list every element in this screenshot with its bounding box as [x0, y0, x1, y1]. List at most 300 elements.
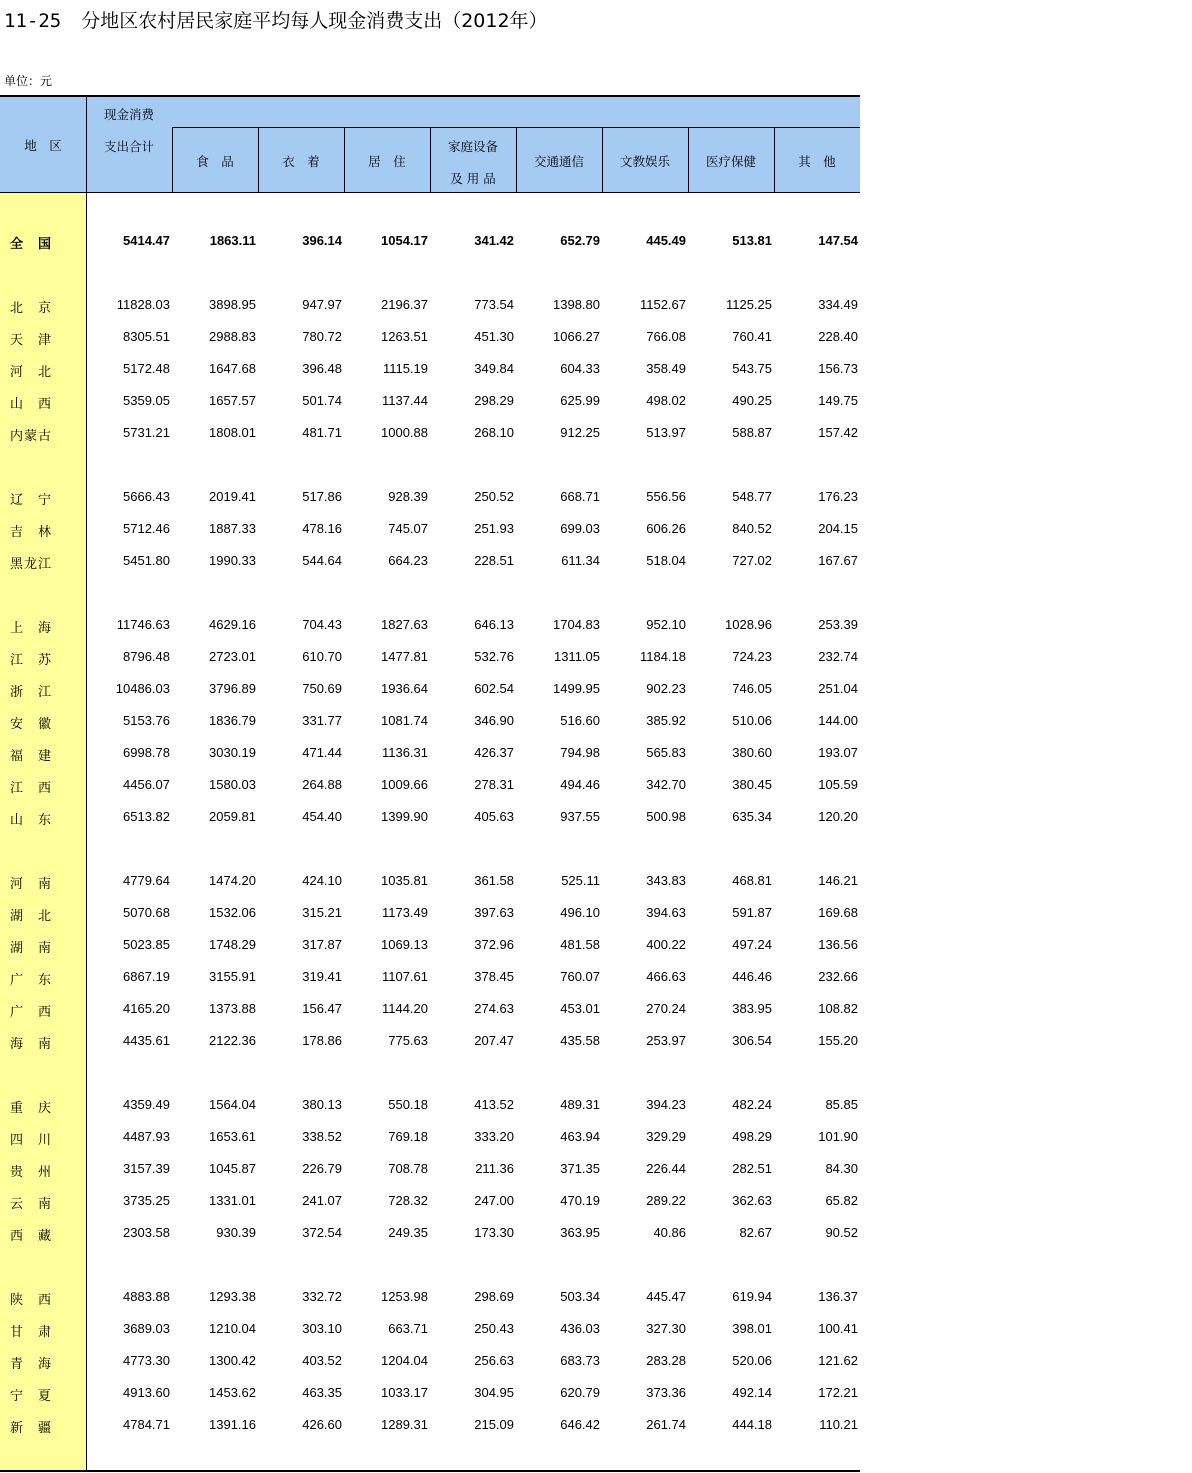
value-cell: 550.18 — [388, 1097, 428, 1112]
value-cell: 207.47 — [474, 1033, 514, 1048]
value-cell: 173.30 — [474, 1225, 514, 1240]
value-cell: 1081.74 — [381, 713, 428, 728]
value-cell: 1137.44 — [381, 393, 428, 408]
region-name: 河 北 — [10, 365, 53, 380]
table-row — [0, 294, 860, 316]
value-cell: 520.06 — [732, 1353, 772, 1368]
value-cell: 405.63 — [474, 809, 514, 824]
value-cell: 1144.20 — [381, 1001, 428, 1016]
value-cell: 396.48 — [302, 361, 342, 376]
value-cell: 4165.20 — [123, 1001, 170, 1016]
table-row — [0, 1158, 860, 1180]
value-cell: 5666.43 — [123, 489, 170, 504]
value-cell: 518.04 — [646, 553, 686, 568]
region-name: 重 庆 — [10, 1101, 53, 1116]
value-cell: 6998.78 — [123, 745, 170, 760]
value-cell: 912.25 — [560, 425, 600, 440]
value-cell: 1311.05 — [553, 649, 600, 664]
value-cell: 532.76 — [474, 649, 514, 664]
value-cell: 745.07 — [388, 521, 428, 536]
region-name: 北 京 — [10, 301, 53, 316]
value-cell: 1808.01 — [209, 425, 256, 440]
value-cell: 470.19 — [560, 1193, 600, 1208]
region-name: 湖 南 — [10, 941, 53, 956]
value-cell: 268.10 — [474, 425, 514, 440]
value-cell: 1000.88 — [381, 425, 428, 440]
value-cell: 101.90 — [818, 1129, 858, 1144]
value-cell: 1066.27 — [553, 329, 600, 344]
value-cell: 724.23 — [732, 649, 772, 664]
value-cell: 463.94 — [560, 1129, 600, 1144]
value-cell: 1399.90 — [381, 809, 428, 824]
table-row — [0, 230, 860, 252]
value-cell: 228.51 — [474, 553, 514, 568]
table-bottom-border — [0, 1470, 860, 1472]
value-cell: 6513.82 — [123, 809, 170, 824]
value-cell: 215.09 — [474, 1417, 514, 1432]
value-cell: 728.32 — [388, 1193, 428, 1208]
value-cell: 489.31 — [560, 1097, 600, 1112]
value-cell: 1210.04 — [209, 1321, 256, 1336]
value-cell: 315.21 — [302, 905, 342, 920]
value-cell: 400.22 — [646, 937, 686, 952]
value-cell: 319.41 — [302, 969, 342, 984]
value-cell: 492.14 — [732, 1385, 772, 1400]
region-name: 海 南 — [10, 1037, 53, 1052]
value-cell: 380.45 — [732, 777, 772, 792]
value-cell: 5414.47 — [123, 233, 170, 248]
value-cell: 256.63 — [474, 1353, 514, 1368]
value-cell: 5731.21 — [123, 425, 170, 440]
value-cell: 606.26 — [646, 521, 686, 536]
region-name: 广 东 — [10, 973, 53, 988]
value-cell: 435.58 — [560, 1033, 600, 1048]
region-name: 福 建 — [10, 749, 53, 764]
value-cell: 84.30 — [825, 1161, 858, 1176]
value-cell: 303.10 — [302, 1321, 342, 1336]
value-cell: 466.63 — [646, 969, 686, 984]
table-row — [0, 358, 860, 380]
value-cell: 100.41 — [818, 1321, 858, 1336]
value-cell: 513.97 — [646, 425, 686, 440]
value-cell: 3735.25 — [123, 1193, 170, 1208]
value-cell: 403.52 — [302, 1353, 342, 1368]
value-cell: 85.85 — [825, 1097, 858, 1112]
value-cell: 8305.51 — [123, 329, 170, 344]
header-region: 地 区 — [24, 138, 62, 153]
value-cell: 329.29 — [646, 1129, 686, 1144]
value-cell: 306.54 — [732, 1033, 772, 1048]
region-name: 山 东 — [10, 813, 53, 828]
value-cell: 503.34 — [560, 1289, 600, 1304]
value-cell: 625.99 — [560, 393, 600, 408]
table-row — [0, 1382, 860, 1404]
value-cell: 156.73 — [818, 361, 858, 376]
header-household-line1: 家庭设备 — [447, 139, 498, 154]
value-cell: 591.87 — [732, 905, 772, 920]
value-cell: 611.34 — [561, 553, 600, 568]
value-cell: 247.00 — [474, 1193, 514, 1208]
value-cell: 1936.64 — [381, 681, 428, 696]
value-cell: 468.81 — [732, 873, 772, 888]
value-cell: 144.00 — [818, 713, 858, 728]
region-name: 四 川 — [10, 1133, 53, 1148]
value-cell: 349.84 — [474, 361, 514, 376]
value-cell: 147.54 — [818, 233, 858, 248]
value-cell: 760.41 — [732, 329, 772, 344]
value-cell: 1564.04 — [209, 1097, 256, 1112]
value-cell: 602.54 — [474, 681, 514, 696]
value-cell: 342.70 — [646, 777, 686, 792]
region-name: 河 南 — [10, 877, 53, 892]
value-cell: 90.52 — [825, 1225, 858, 1240]
value-cell: 40.86 — [653, 1225, 686, 1240]
value-cell: 108.82 — [818, 1001, 858, 1016]
value-cell: 708.78 — [388, 1161, 428, 1176]
value-cell: 498.29 — [732, 1129, 772, 1144]
value-cell: 5172.48 — [123, 361, 170, 376]
table-row — [0, 1318, 860, 1340]
value-cell: 372.54 — [302, 1225, 342, 1240]
value-cell: 513.81 — [732, 233, 772, 248]
value-cell: 172.21 — [818, 1385, 858, 1400]
value-cell: 481.71 — [302, 425, 342, 440]
value-cell: 1173.49 — [381, 905, 428, 920]
value-cell: 228.40 — [818, 329, 858, 344]
header-other: 其 他 — [798, 154, 836, 169]
value-cell: 780.72 — [302, 329, 342, 344]
value-cell: 2059.81 — [209, 809, 256, 824]
value-cell: 361.58 — [474, 873, 514, 888]
value-cell: 1009.66 — [381, 777, 428, 792]
value-cell: 121.62 — [818, 1353, 858, 1368]
value-cell: 4883.88 — [123, 1289, 170, 1304]
value-cell: 1136.31 — [381, 745, 428, 760]
value-cell: 1863.11 — [209, 233, 256, 248]
region-name: 辽 宁 — [10, 493, 53, 508]
value-cell: 1331.01 — [209, 1193, 256, 1208]
value-cell: 2019.41 — [209, 489, 256, 504]
value-cell: 1391.16 — [209, 1417, 256, 1432]
value-cell: 317.87 — [302, 937, 342, 952]
value-cell: 249.35 — [388, 1225, 428, 1240]
value-cell: 1532.06 — [209, 905, 256, 920]
value-cell: 1035.81 — [381, 873, 428, 888]
value-cell: 750.69 — [302, 681, 342, 696]
value-cell: 1653.61 — [209, 1129, 256, 1144]
value-cell: 775.63 — [388, 1033, 428, 1048]
value-cell: 481.58 — [560, 937, 600, 952]
value-cell: 358.49 — [646, 361, 686, 376]
value-cell: 635.34 — [732, 809, 772, 824]
value-cell: 510.06 — [732, 713, 772, 728]
table-row — [0, 390, 860, 412]
value-cell: 1125.25 — [725, 297, 772, 312]
value-cell: 5070.68 — [123, 905, 170, 920]
value-cell: 1293.38 — [209, 1289, 256, 1304]
value-cell: 501.74 — [302, 393, 342, 408]
table-row — [0, 678, 860, 700]
value-cell: 304.95 — [474, 1385, 514, 1400]
value-cell: 398.01 — [732, 1321, 772, 1336]
table-row — [0, 1286, 860, 1308]
table-row — [0, 422, 860, 444]
value-cell: 4779.64 — [123, 873, 170, 888]
value-cell: 1184.18 — [639, 649, 686, 664]
value-cell: 65.82 — [825, 1193, 858, 1208]
table-row — [0, 806, 860, 828]
table-row — [0, 1094, 860, 1116]
value-cell: 241.07 — [302, 1193, 342, 1208]
value-cell: 478.16 — [302, 521, 342, 536]
value-cell: 3898.95 — [209, 297, 256, 312]
value-cell: 928.39 — [388, 489, 428, 504]
value-cell: 5153.76 — [123, 713, 170, 728]
value-cell: 683.73 — [560, 1353, 600, 1368]
value-cell: 371.35 — [560, 1161, 600, 1176]
value-cell: 937.55 — [560, 809, 600, 824]
value-cell: 494.46 — [560, 777, 600, 792]
value-cell: 4435.61 — [123, 1033, 170, 1048]
value-cell: 482.24 — [732, 1097, 772, 1112]
value-cell: 169.68 — [818, 905, 858, 920]
table-row — [0, 486, 860, 508]
value-cell: 253.97 — [646, 1033, 686, 1048]
value-cell: 451.30 — [474, 329, 514, 344]
table-row — [0, 902, 860, 924]
value-cell: 332.72 — [302, 1289, 342, 1304]
value-cell: 699.03 — [560, 521, 600, 536]
value-cell: 413.52 — [474, 1097, 514, 1112]
value-cell: 155.20 — [818, 1033, 858, 1048]
value-cell: 760.07 — [560, 969, 600, 984]
region-name: 江 苏 — [10, 653, 53, 668]
value-cell: 343.83 — [646, 873, 686, 888]
value-cell: 496.10 — [560, 905, 600, 920]
region-name: 吉 林 — [10, 525, 53, 540]
value-cell: 1033.17 — [381, 1385, 428, 1400]
value-cell: 1827.63 — [381, 617, 428, 632]
value-cell: 548.77 — [732, 489, 772, 504]
value-cell: 264.88 — [302, 777, 342, 792]
value-cell: 4359.49 — [123, 1097, 170, 1112]
table-row — [0, 710, 860, 732]
value-cell: 298.69 — [474, 1289, 514, 1304]
value-cell: 453.01 — [560, 1001, 600, 1016]
value-cell: 766.08 — [646, 329, 686, 344]
header-transport: 交通通信 — [533, 154, 584, 169]
value-cell: 1748.29 — [209, 937, 256, 952]
value-cell: 261.74 — [646, 1417, 686, 1432]
value-cell: 394.63 — [646, 905, 686, 920]
value-cell: 226.44 — [646, 1161, 686, 1176]
value-cell: 445.47 — [646, 1289, 686, 1304]
value-cell: 588.87 — [732, 425, 772, 440]
value-cell: 250.43 — [474, 1321, 514, 1336]
table-row — [0, 1350, 860, 1372]
value-cell: 232.74 — [818, 649, 858, 664]
value-cell: 274.63 — [474, 1001, 514, 1016]
region-name: 江 西 — [10, 781, 53, 796]
value-cell: 6867.19 — [123, 969, 170, 984]
region-name: 云 南 — [10, 1197, 53, 1212]
value-cell: 3689.03 — [123, 1321, 170, 1336]
value-cell: 334.49 — [818, 297, 858, 312]
value-cell: 4456.07 — [123, 777, 170, 792]
value-cell: 663.71 — [388, 1321, 428, 1336]
value-cell: 283.28 — [646, 1353, 686, 1368]
value-cell: 2988.83 — [209, 329, 256, 344]
value-cell: 4784.71 — [123, 1417, 170, 1432]
value-cell: 1398.80 — [553, 297, 600, 312]
table-row — [0, 934, 860, 956]
header-housing: 居 住 — [368, 154, 406, 169]
value-cell: 620.79 — [560, 1385, 600, 1400]
value-cell: 646.13 — [474, 617, 514, 632]
value-cell: 5023.85 — [123, 937, 170, 952]
table-row — [0, 326, 860, 348]
value-cell: 525.11 — [561, 873, 600, 888]
value-cell: 952.10 — [646, 617, 686, 632]
value-cell: 380.60 — [732, 745, 772, 760]
value-cell: 8796.48 — [123, 649, 170, 664]
value-cell: 105.59 — [818, 777, 858, 792]
value-cell: 610.70 — [302, 649, 342, 664]
table-row — [0, 1222, 860, 1244]
region-name: 陕 西 — [10, 1293, 53, 1308]
value-cell: 2196.37 — [381, 297, 428, 312]
region-name: 广 西 — [10, 1005, 53, 1020]
value-cell: 385.92 — [646, 713, 686, 728]
value-cell: 4487.93 — [123, 1129, 170, 1144]
value-cell: 232.66 — [818, 969, 858, 984]
value-cell: 436.03 — [560, 1321, 600, 1336]
unit-label: 单位：元 — [4, 74, 53, 88]
value-cell: 446.46 — [732, 969, 772, 984]
header-total-line2: 支出合计 — [103, 139, 154, 154]
value-cell: 331.77 — [302, 713, 342, 728]
value-cell: 120.20 — [818, 809, 858, 824]
value-cell: 517.86 — [302, 489, 342, 504]
value-cell: 668.71 — [560, 489, 600, 504]
value-cell: 380.13 — [302, 1097, 342, 1112]
value-cell: 298.29 — [474, 393, 514, 408]
value-cell: 270.24 — [646, 1001, 686, 1016]
value-cell: 445.49 — [646, 233, 686, 248]
value-cell: 497.24 — [732, 937, 772, 952]
region-name: 宁 夏 — [10, 1389, 53, 1404]
table-row — [0, 1190, 860, 1212]
region-name: 山 西 — [10, 397, 53, 412]
value-cell: 11828.03 — [116, 297, 170, 312]
value-cell: 282.51 — [732, 1161, 772, 1176]
value-cell: 746.05 — [732, 681, 772, 696]
value-cell: 146.21 — [818, 873, 858, 888]
value-cell: 490.25 — [732, 393, 772, 408]
value-cell: 2303.58 — [123, 1225, 170, 1240]
value-cell: 471.44 — [302, 745, 342, 760]
value-cell: 2723.01 — [209, 649, 256, 664]
table-row — [0, 550, 860, 572]
region-name: 贵 州 — [10, 1165, 53, 1180]
value-cell: 226.79 — [302, 1161, 342, 1176]
value-cell: 338.52 — [302, 1129, 342, 1144]
value-cell: 424.10 — [302, 873, 342, 888]
value-cell: 604.33 — [560, 361, 600, 376]
value-cell: 500.98 — [646, 809, 686, 824]
value-cell: 4629.16 — [209, 617, 256, 632]
value-cell: 426.60 — [302, 1417, 342, 1432]
region-name: 安 徽 — [10, 717, 53, 732]
region-name: 西 藏 — [10, 1229, 53, 1244]
value-cell: 10486.03 — [115, 681, 170, 696]
value-cell: 1580.03 — [209, 777, 256, 792]
value-cell: 3155.91 — [209, 969, 256, 984]
body-divider — [86, 193, 87, 1471]
table-row — [0, 742, 860, 764]
region-name: 湖 北 — [10, 909, 53, 924]
value-cell: 463.35 — [302, 1385, 342, 1400]
value-cell: 11746.63 — [116, 617, 170, 632]
value-cell: 652.79 — [560, 233, 600, 248]
value-cell: 211.36 — [475, 1161, 514, 1176]
table-row — [0, 1030, 860, 1052]
value-cell: 1204.04 — [381, 1353, 428, 1368]
value-cell: 327.30 — [646, 1321, 686, 1336]
value-cell: 930.39 — [216, 1225, 256, 1240]
value-cell: 156.47 — [302, 1001, 342, 1016]
value-cell: 251.04 — [818, 681, 858, 696]
value-cell: 902.23 — [646, 681, 686, 696]
value-cell: 426.37 — [474, 745, 514, 760]
value-cell: 5712.46 — [123, 521, 170, 536]
value-cell: 176.23 — [818, 489, 858, 504]
value-cell: 1152.67 — [639, 297, 686, 312]
value-cell: 454.40 — [302, 809, 342, 824]
value-cell: 363.95 — [560, 1225, 600, 1240]
value-cell: 1499.95 — [553, 681, 600, 696]
value-cell: 136.37 — [818, 1289, 858, 1304]
value-cell: 840.52 — [732, 521, 772, 536]
value-cell: 346.90 — [474, 713, 514, 728]
value-cell: 619.94 — [732, 1289, 772, 1304]
value-cell: 1373.88 — [209, 1001, 256, 1016]
value-cell: 556.56 — [646, 489, 686, 504]
value-cell: 773.54 — [474, 297, 514, 312]
value-cell: 543.75 — [732, 361, 772, 376]
table-number: 11-25 — [4, 10, 62, 32]
value-cell: 664.23 — [388, 553, 428, 568]
value-cell: 516.60 — [560, 713, 600, 728]
region-name: 青 海 — [10, 1357, 53, 1372]
value-cell: 253.39 — [818, 617, 858, 632]
value-cell: 1887.33 — [209, 521, 256, 536]
value-cell: 1477.81 — [381, 649, 428, 664]
table-title: 分地区农村居民家庭平均每人现金消费支出（2012年） — [81, 10, 548, 32]
region-name: 天 津 — [10, 333, 53, 348]
value-cell: 372.96 — [474, 937, 514, 952]
value-cell: 333.20 — [474, 1129, 514, 1144]
value-cell: 1045.87 — [209, 1161, 256, 1176]
value-cell: 1474.20 — [209, 873, 256, 888]
table-row — [0, 966, 860, 988]
header-health: 医疗保健 — [705, 154, 756, 169]
page-title — [4, 6, 548, 33]
value-cell: 278.31 — [474, 777, 514, 792]
value-cell: 5359.05 — [123, 393, 170, 408]
header-clothing: 衣 着 — [282, 154, 320, 169]
table-row — [0, 1126, 860, 1148]
